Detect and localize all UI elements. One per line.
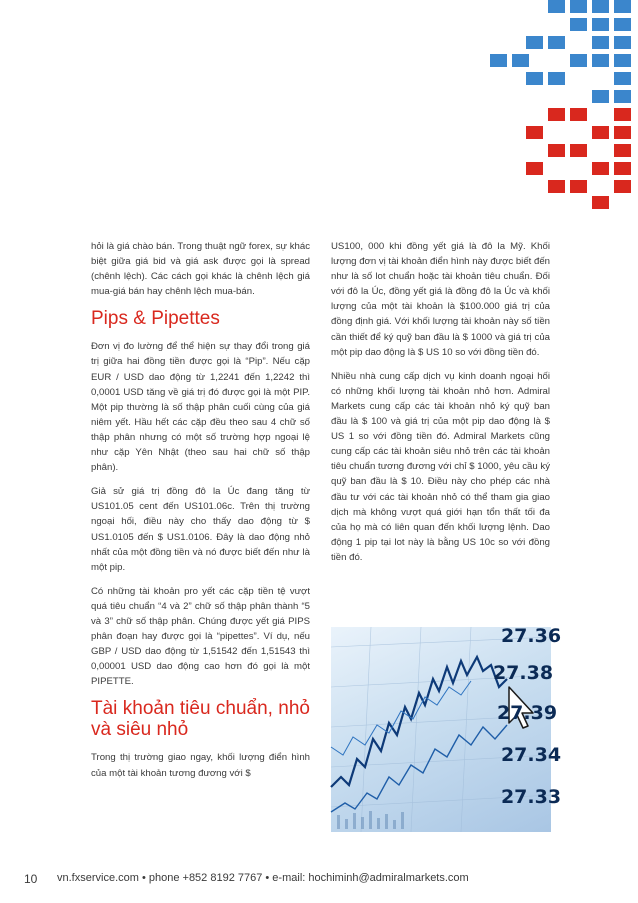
left-paragraph-2: Đơn vị đo lường để thể hiện sự thay đổi trong giá trị giữa hai đồng tiền được gọi là “Pip”. Nếu cặp EUR / USD dao động từ 1,2241 đến 1,2242 thì 0,0001 USD tăng về giá trị đó được gọi là một PIP. Một pip thường là số thập phân cuối cùng của giá niêm yết. Hầu hết các cặp đều theo sau 4 chữ số thập phân nhưng có một số trường hợp ngoại lệ như cặp Yên Nhật (theo sau hai chữ số thập phân). bbox=[91, 341, 310, 474]
right-column bbox=[331, 239, 550, 574]
stock-chart-photo bbox=[331, 625, 562, 832]
quote-label: 27.36 bbox=[500, 625, 562, 647]
page-number: 10 bbox=[24, 872, 38, 886]
left-paragraph-1: hỏi là giá chào bán. Trong thuật ngữ forex, sự khác biệt giữa giá bid và giá ask được gọi là spread (chênh lệch). Các cách gọi khác là chênh lệch giá mua-giá bán hay chênh lệch mua-bán. bbox=[91, 241, 310, 298]
quote-label: 27.34 bbox=[500, 744, 562, 766]
right-paragraph-1: US100, 000 khi đồng yết giá là đô la Mỹ. Khối lượng đơn vị tài khoản điển hình này được biết đến như là số lot chuẩn hoặc tài khoản tiêu chuẩn. Đối với đô la Úc, đồng yết giá là đồng đô la Úc và khối lượng của một tài khoản là $100.000 giá trị của đồng định giá. Với khối lượng tài khoản này số tiền cần thiết để ký quỹ ban đầu là $ 1000 và giá trị của một pip dao động là $ US 10 so với đồng tiền đó. bbox=[331, 241, 550, 358]
left-paragraph-3: Giả sử giá trị đồng đô la Úc đang tăng từ US101.05 cent đến US101.06c. Trên thị trường ngoại hối, điều này cho thấy dao động từ $ US1.0105 đến $ US1.0106. Đây là dao động nhỏ nhất của một đồng tiền và nó được biết đến như là một pip. bbox=[91, 486, 310, 573]
footer-contact: vn.fxservice.com • phone +852 8192 7767 • e-mail: hochiminh@admiralmarkets.com bbox=[57, 872, 469, 884]
left-column bbox=[91, 239, 310, 790]
left-paragraph-5: Trong thị trường giao ngay, khối lượng điển hình của một tài khoản tương đương với $ bbox=[91, 752, 310, 779]
quote-label: 27.39 bbox=[496, 702, 558, 724]
decorative-squares bbox=[490, 0, 638, 210]
heading-pips-pipettes: Pips & Pipettes bbox=[91, 308, 220, 330]
quote-label: 27.38 bbox=[492, 662, 554, 684]
right-paragraph-2: Nhiều nhà cung cấp dịch vụ kinh doanh ngoại hối có những khối lượng tài khoản nhỏ hơn. Admiral Markets cung cấp các tài khoản nhỏ ký quỹ ban đầu là $ 100 và giá trị của một pip dao động là $ US 1 so với đồng tiền đó. Admiral Markets cũng cung cấp các tài khoản siêu nhỏ trên các tài khoản tiêu chuẩn tương đương với chỉ $ 1000, yêu cầu ký quỹ ban đầu là $ 10. Điều này cho phép các nhà đầu tư với các tài khoản nhỏ có thể tham gia giao dịch mà không vượt quá giới hạn tổn thất tối đa của họ mà có liên quan đến khối lượng lệnh. Dao động 1 pip tại lot này là bằng US 10c so với đồng tiền đó. bbox=[331, 370, 550, 563]
quote-label: 27.33 bbox=[500, 786, 562, 808]
left-paragraph-4: Có những tài khoản pro yết các cặp tiền tệ vượt quá tiêu chuẩn “4 và 2” chữ số thập phân thành “5 và 3” chữ số thập phân. Chúng được yết giá PIPS phân đoạn hay được gọi là “pipettes”. Ví dụ, nếu GBP / USD dao động từ 1,51542 đến 1,51543 thì 0,00001 USD dao động cao hơn đó gọi là một PIPETTE. bbox=[91, 585, 310, 688]
heading-account-types: Tài khoản tiêu chuẩn, nhỏ và siêu nhỏ bbox=[91, 698, 310, 741]
